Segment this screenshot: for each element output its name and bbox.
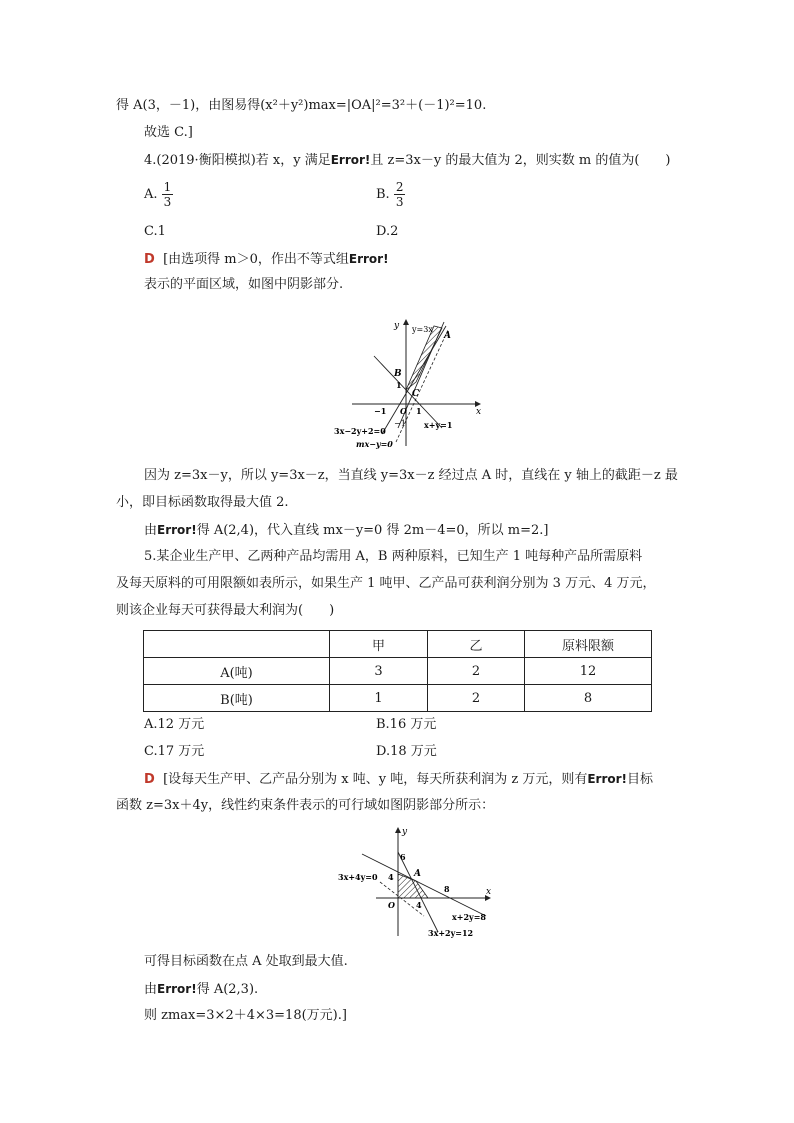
error-marker: Error!: [587, 772, 627, 786]
option-d: D.2: [376, 224, 399, 239]
error-marker: Error!: [330, 153, 371, 167]
table-row: A(吨) 3 2 12: [144, 658, 652, 685]
tick-4-y: 4: [388, 872, 394, 882]
label-line-3: 3x+2y=12: [428, 928, 474, 938]
text-line: 函数 z=3x＋4y，线性约束条件表示的可行域如图阴影部分所示：: [116, 798, 495, 813]
figure-1-feasible-region: [330, 316, 490, 452]
line-x-plus-2y-8: [362, 854, 486, 916]
table-header-row: 甲 乙 原料限额: [144, 631, 652, 658]
option-a: A.12 万元: [144, 717, 205, 732]
error-marker: Error!: [157, 523, 197, 537]
option-b: B.16 万元: [376, 717, 437, 732]
tick-neg1-x: −1: [374, 406, 387, 416]
axis-x-label: x: [486, 887, 492, 897]
tick-1-x: 1: [416, 406, 422, 416]
line-3x-2y-2: [382, 326, 446, 434]
tick-4-x: 4: [416, 900, 422, 910]
option-b: B. $\frac{2}{3}$: [376, 180, 404, 209]
shaded-region: [398, 874, 428, 898]
text-line: 由Error!得 A(2,4)，代入直线 mx－y=0 得 2m－4=0，所以 m=2.]: [144, 523, 549, 538]
axis-y-label: y: [402, 827, 408, 837]
tick-1-y: 1: [396, 380, 402, 390]
label-line-1: 3x−2y+2=0: [334, 426, 386, 436]
origin-label: O: [400, 406, 407, 416]
text-line: 小，即目标函数取得最大值 2.: [116, 495, 289, 510]
answer-letter: D: [144, 772, 155, 787]
option-d: D.18 万元: [376, 744, 437, 759]
text-line: 故选 C.]: [144, 125, 193, 140]
origin-label: O: [388, 900, 395, 910]
materials-table: [143, 630, 652, 712]
text-line: 由Error!得 A(2,3).: [144, 982, 259, 997]
text-line: 及每天原料的可用限额如表所示，如果生产 1 吨甲、乙产品可获利润分别为 3 万元、4 万元，: [116, 576, 656, 591]
text-line: 因为 z=3x－y，所以 y=3x－z，当直线 y=3x－z 经过点 A 时，直线在 y 轴上的截距－z 最: [144, 468, 678, 483]
text-line: 可得目标函数在点 A 处取到最大值.: [144, 954, 348, 969]
answer-letter: D: [144, 252, 155, 267]
axis-x-label: x: [476, 407, 482, 417]
label-line-1: 3x+4y=0: [338, 872, 378, 882]
tick-6: 6: [400, 852, 406, 862]
label-point-c: C: [412, 389, 420, 399]
question-4-stem: 4.(2019·衡阳模拟)若 x，y 满足Error!且 z=3x－y 的最大值为 2，则实数 m 的值为( ): [144, 153, 671, 168]
tick-neg1-y: −1: [394, 419, 406, 428]
label-y3x: y=3x: [412, 325, 433, 334]
line-x-plus-y-1: [374, 356, 442, 428]
error-marker: Error!: [348, 252, 389, 266]
option-c: C.17 万元: [144, 744, 205, 759]
figure-2-feasible-region: [336, 824, 500, 940]
label-point-b: B: [394, 369, 402, 379]
label-point-a: A: [414, 869, 421, 879]
answer-solution-4: D [由选项得 m＞0，作出不等式组Error!: [144, 252, 389, 267]
error-marker: Error!: [157, 982, 197, 996]
text-line: 则 zmax=3×2＋4×3=18(万元).]: [144, 1008, 347, 1023]
label-line-3: x+y=1: [424, 420, 453, 430]
label-line-2: mx−y=0: [356, 439, 393, 449]
text-line: 得 A(3，－1)，由图易得(x²＋y²)max=|OA|²=3²＋(－1)²=10.: [116, 98, 487, 113]
label-point-a: A: [444, 331, 451, 341]
text-line: 表示的平面区域，如图中阴影部分.: [144, 277, 344, 292]
option-a: A. $\frac{1}{3}$: [144, 180, 172, 209]
option-c: C.1: [144, 224, 166, 239]
question-5-stem: 5.某企业生产甲、乙两种产品均需用 A，B 两种原料，已知生产 1 吨每种产品所需原料: [144, 549, 643, 564]
answer-solution-5: D [设每天生产甲、乙产品分别为 x 吨、y 吨，每天所获利润为 z 万元，则有Error!目标: [144, 772, 654, 787]
shaded-region: [406, 326, 442, 390]
table-row: B(吨) 1 2 8: [144, 685, 652, 712]
text-line: 则该企业每天可获得最大利润为( ): [116, 603, 335, 618]
label-line-2: x+2y=8: [452, 912, 486, 922]
tick-8: 8: [444, 884, 450, 894]
axis-y-label: y: [394, 321, 400, 331]
